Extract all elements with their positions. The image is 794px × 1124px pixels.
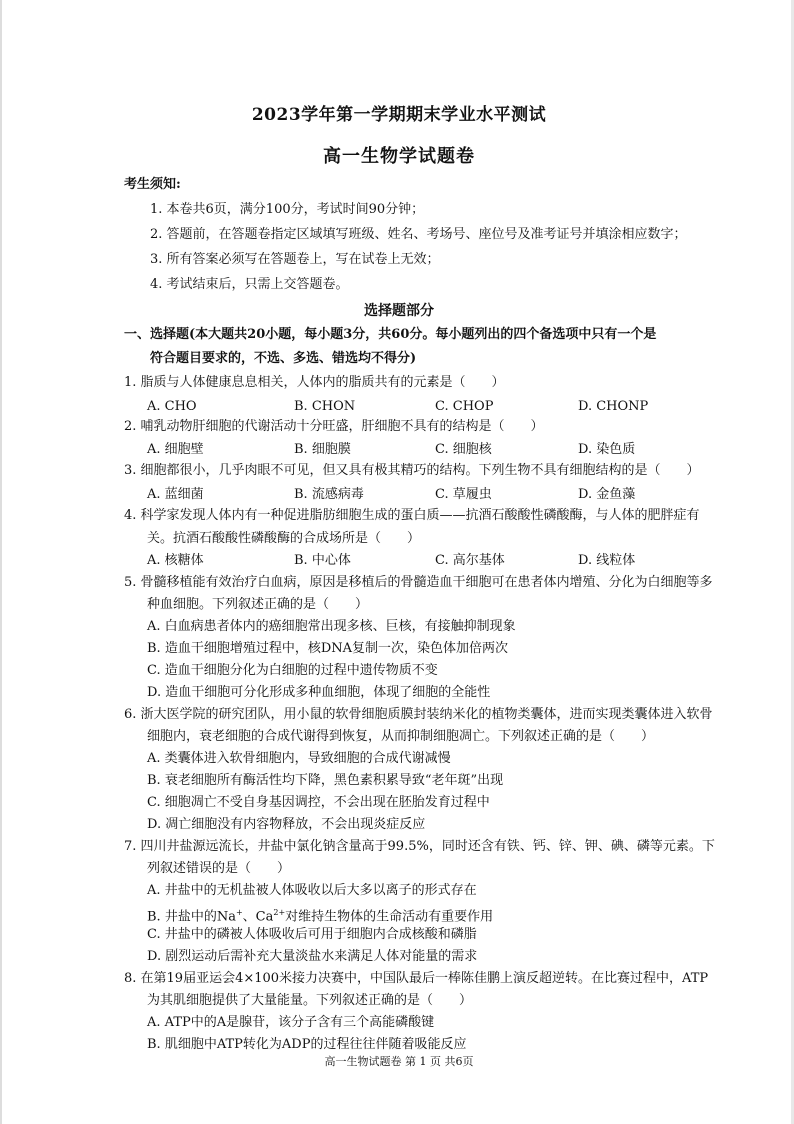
question-5-option-d: D. 造血干细胞可分化形成多种血细胞，体现了细胞的全能性 [147, 685, 491, 700]
question-6-option-b: B. 衰老细胞所有酶活性均下降，黑色素积累导致“老年斑”出现 [147, 773, 504, 788]
notice-item: 2. 答题前，在答题卷指定区域填写班级、姓名、考场号、座位号及准考证号并填涂相应数字； [150, 227, 687, 242]
question-1-option-b: B. CHON [294, 399, 356, 414]
section-title: 选择题部分 [364, 303, 434, 319]
question-2-option-b: B. 细胞膜 [294, 442, 351, 457]
question-3-stem: 3. 细胞都很小，几乎肉眼不可见，但又具有极其精巧的结构。下列生物不具有细胞结构的是（ ） [124, 463, 700, 478]
question-6-stem-line-1: 6. 浙大医学院的研究团队，用小鼠的软骨细胞质膜封装纳米化的植物类囊体，进而实现类囊体进入软骨 [124, 707, 713, 722]
instructions-line-1: 一、选择题(本大题共20小题，每小题3分，共60分。每小题列出的四个备选项中只有一个是 [124, 327, 657, 342]
question-5-option-b: B. 造血干细胞增殖过程中，核DNA复制一次，染色体加倍两次 [147, 641, 509, 656]
question-1-stem: 1. 脂质与人体健康息息相关，人体内的脂质共有的元素是（ ） [124, 375, 505, 390]
question-4-option-d: D. 线粒体 [578, 553, 636, 568]
instructions-line-2: 符合题目要求的，不选、多选、错选均不得分) [150, 351, 417, 366]
question-3-option-d: D. 金鱼藻 [578, 487, 636, 502]
question-4-option-a: A. 核糖体 [147, 553, 204, 568]
question-3-option-c: C. 草履虫 [435, 487, 492, 502]
question-8-stem-line-1: 8. 在第19届亚运会4×100米接力决赛中，中国队最后一棒陈佳鹏上演反超逆转。在比赛过程中，ATP [124, 971, 709, 986]
question-2-option-d: D. 染色质 [578, 442, 636, 457]
question-7-option-b: B. 井盐中的Na+、$Ca^{2+}$对维持生物体的生命活动有重要作用 [147, 908, 494, 925]
question-8-stem-line-2: 为其肌细胞提供了大量能量。下列叙述正确的是（ ） [147, 993, 473, 1008]
question-4-stem-line-1: 4. 科学家发现人体内有一种促进脂肪细胞生成的蛋白质——抗酒石酸酸性磷酸酶，与人体的肥胖症有 [124, 508, 700, 523]
question-6-option-a: A. 类囊体进入软骨细胞内，导致细胞的合成代谢减慢 [147, 751, 451, 766]
notice-item: 3. 所有答案必须写在答题卷上，写在试卷上无效； [150, 252, 440, 267]
question-3-option-b: B. 流感病毒 [294, 487, 364, 502]
question-5-stem-line-1: 5. 骨髓移植能有效治疗白血病，原因是移植后的骨髓造血干细胞可在患者体内增殖、分化为白细胞等多 [124, 575, 713, 590]
question-5-option-a: A. 白血病患者体内的癌细胞常出现多核、巨核，有接触抑制现象 [147, 619, 516, 634]
notice-item: 4. 考试结束后，只需上交答题卷。 [150, 277, 349, 292]
notice-item: 1. 本卷共6页，满分100分，考试时间90分钟； [150, 202, 425, 217]
question-2-option-c: C. 细胞核 [435, 442, 492, 457]
question-8-option-a: A. ATP中的A是腺苷，该分子含有三个高能磷酸键 [147, 1015, 435, 1030]
page-footer: 高一生物试题卷 第 1 页 共6页 [324, 1055, 474, 1068]
question-4-option-b: B. 中心体 [294, 553, 351, 568]
question-1-option-c: C. CHOP [435, 399, 494, 414]
question-4-option-c: C. 高尔基体 [435, 553, 505, 568]
question-4-stem-line-2: 关。抗酒石酸酸性磷酸酶的合成场所是（ ） [147, 531, 421, 546]
question-2-option-a: A. 细胞壁 [147, 442, 204, 457]
exam-title: 2023学年第一学期期末学业水平测试 [251, 105, 547, 125]
notice-heading: 考生须知: [124, 177, 181, 192]
question-7-stem-line-1: 7. 四川井盐源远流长，井盐中氯化钠含量高于99.5%，同时还含有铁、钙、锌、钾、碘、磷等元素。下 [124, 839, 715, 854]
question-6-option-c: C. 细胞凋亡不受自身基因调控，不会出现在胚胎发育过程中 [147, 795, 490, 810]
question-2-stem: 2. 哺乳动物肝细胞的代谢活动十分旺盛，肝细胞不具有的结构是（ ） [124, 419, 544, 434]
question-6-option-d: D. 凋亡细胞没有内容物释放，不会出现炎症反应 [147, 817, 426, 832]
question-1-option-d: D. CHONP [578, 399, 649, 414]
question-5-stem-line-2: 种血细胞。下列叙述正确的是（ ） [147, 597, 369, 612]
question-8-option-b: B. 肌细胞中ATP转化为ADP的过程往往伴随着吸能反应 [147, 1037, 467, 1052]
question-5-option-c: C. 造血干细胞分化为白细胞的过程中遗传物质不变 [147, 663, 438, 678]
question-7-option-d: D. 剧烈运动后需补充大量淡盐水来满足人体对能量的需求 [147, 949, 478, 964]
question-1-option-a: A. CHO [147, 399, 197, 414]
question-3-option-a: A. 蓝细菌 [147, 487, 204, 502]
question-7-stem-line-2: 列叙述错误的是（ ） [147, 861, 291, 876]
question-6-stem-line-2: 细胞内，衰老细胞的合成代谢得到恢复，从而抑制细胞凋亡。下列叙述正确的是（ ） [147, 729, 655, 744]
exam-subtitle: 高一生物学试题卷 [323, 146, 475, 167]
question-7-option-a: A. 井盐中的无机盐被人体吸收以后大多以离子的形式存在 [147, 883, 477, 898]
question-7-option-c: C. 井盐中的磷被人体吸收后可用于细胞内合成核酸和磷脂 [147, 927, 477, 942]
